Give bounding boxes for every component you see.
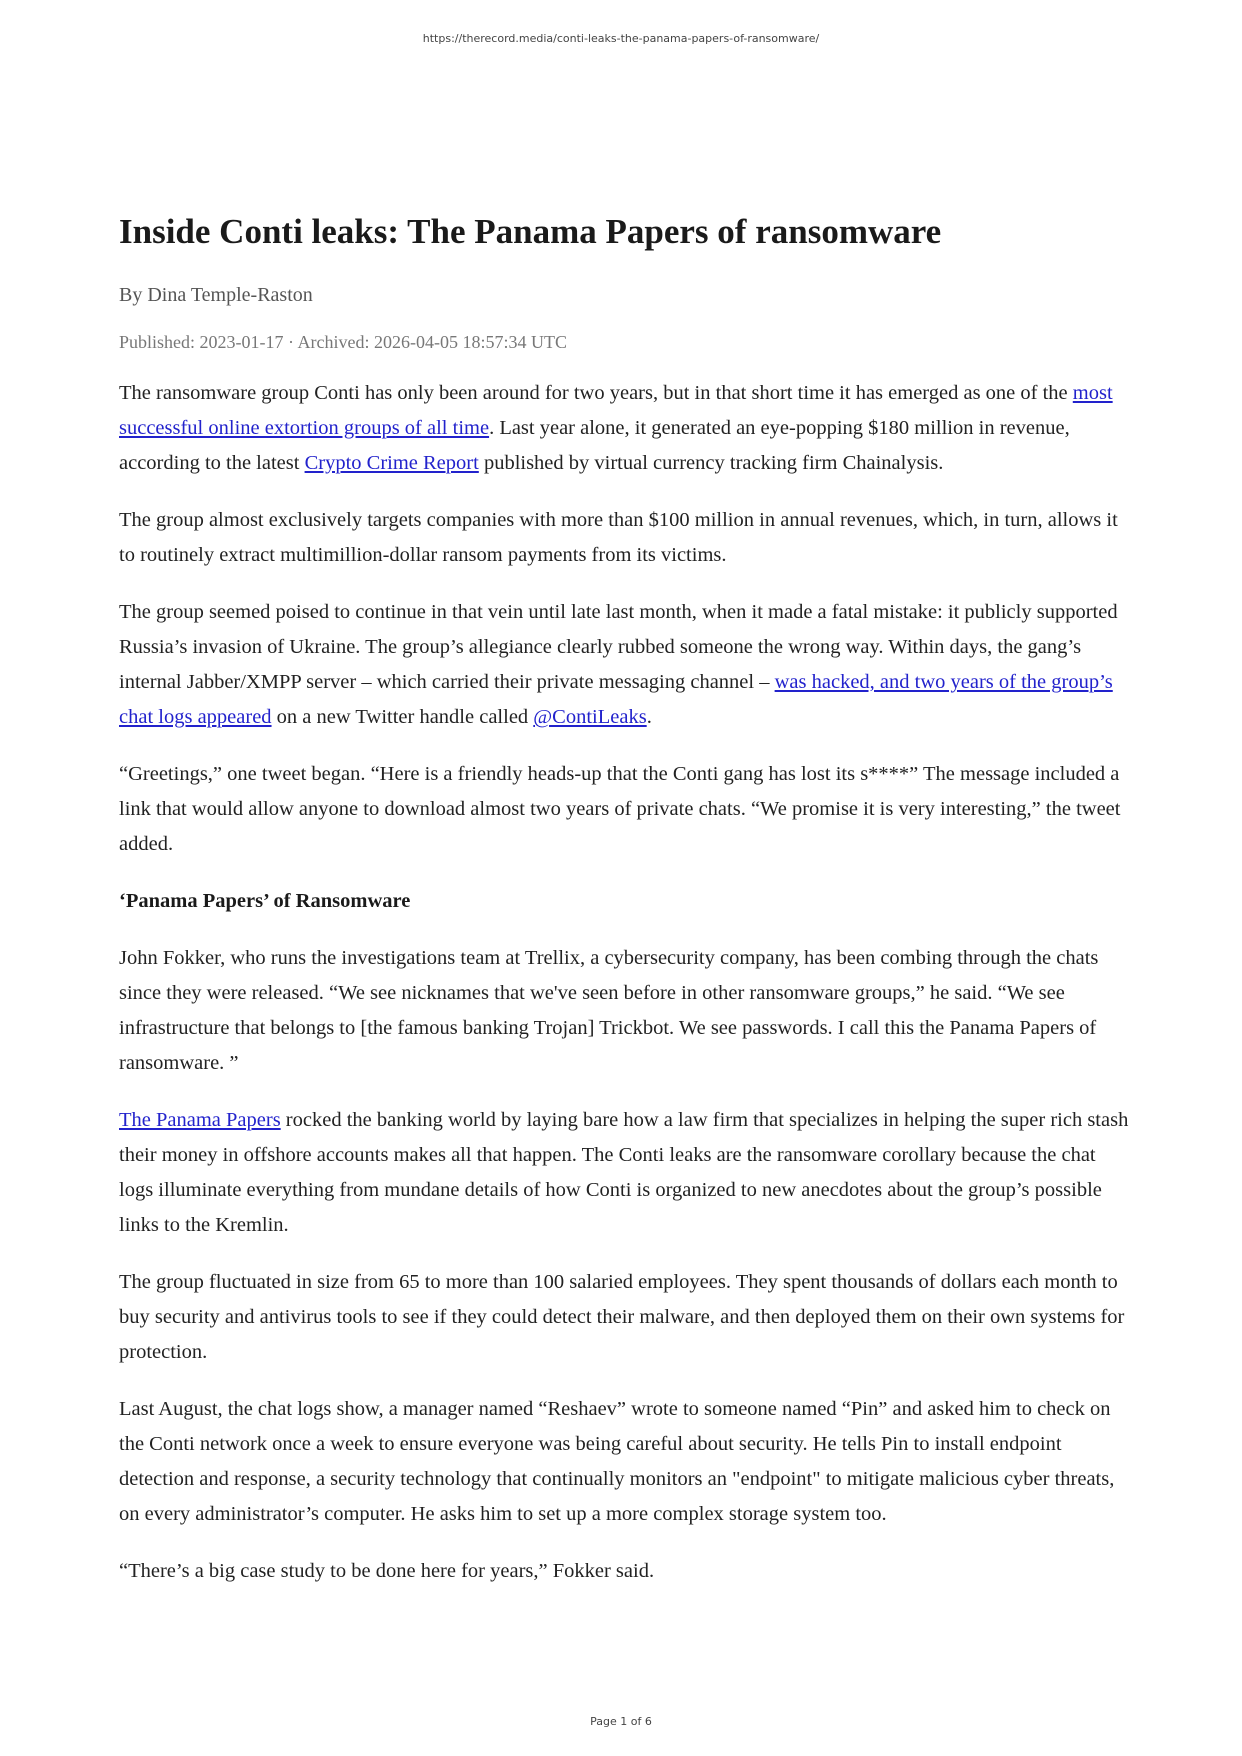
article-title: Inside Conti leaks: The Panama Papers of ransomware: [119, 212, 942, 251]
page-url-header: https://therecord.media/conti-leaks-the-panama-papers-of-ransomware/: [422, 32, 820, 45]
article-meta: Published: 2023-01-17 · Archived: 2026-04-05 18:57:34 UTC: [119, 332, 567, 352]
paragraph-1: [119, 376, 1129, 481]
paragraph-text: on a new Twitter handle called: [271, 706, 534, 728]
link-crypto-crime-report[interactable]: Crypto Crime Report: [304, 452, 479, 474]
paragraph-7: The group fluctuated in size from 65 to more than 100 salaried employees. They spent thousands of dollars each month to buy security and antivirus tools to see if they could detect their malware, and then deployed them on their own systems for protection.: [119, 1271, 1125, 1363]
paragraph-text: The ransomware group Conti has only been around for two years, but in that short time it has emerged as one of the: [119, 382, 1073, 404]
paragraph-text: .: [646, 706, 652, 728]
paragraph-text: The group seemed poised to continue in that vein until late last month, when it made a fatal mistake: it publicly supported Russia’s invasion of Ukraine. The group’s allegiance clearly rubbed someone the wrong way. Within days, the gang’s internal Jabber/XMPP server – which carried their private messaging channel –: [119, 601, 1118, 693]
article-byline: By Dina Temple-Raston: [119, 284, 313, 306]
paragraph-2: The group almost exclusively targets companies with more than $100 million in annual revenues, which, in turn, allows it to routinely extract multimillion-dollar ransom payments from its victims.: [119, 509, 1118, 566]
paragraph-4: “Greetings,” one tweet began. “Here is a friendly heads-up that the Conti gang has lost its s****” The message included a link that would allow anyone to download almost two years of private chats. “We promise it is very interesting,” the tweet added.: [119, 763, 1121, 855]
paragraph-text: . Last year alone, it generated an eye-popping $180 million in revenue, according to the latest: [119, 417, 1070, 474]
link-chat-logs-appeared[interactable]: was hacked, and two years of the group’s chat logs appeared: [119, 671, 1113, 728]
link-panama-papers[interactable]: The Panama Papers: [119, 1109, 281, 1131]
paragraph-text: published by virtual currency tracking firm Chainalysis.: [478, 452, 944, 474]
page-number-footer: Page 1 of 6: [590, 1715, 652, 1728]
paragraph-5: John Fokker, who runs the investigations team at Trellix, a cybersecurity company, has been combing through the chats since they were released. “We see nicknames that we've seen before in other ransomware groups,” he said. “We see infrastructure that belongs to [the famous banking Trojan] Trickbot. We see passwords. I call this the Panama Papers of ransomware. ”: [119, 947, 1099, 1074]
paragraph-8: Last August, the chat logs show, a manager named “Reshaev” wrote to someone named “Pin” and asked him to check on the Conti network once a week to ensure everyone was being careful about security. He tells Pin to install endpoint detection and response, a security technology that continually monitors an "endpoint" to mitigate malicious cyber threats, on every administrator’s computer. He asks him to set up a more complex storage system too.: [119, 1398, 1115, 1525]
paragraph-3: [119, 595, 1129, 735]
paragraph-6: [119, 1103, 1129, 1243]
paragraph-text: rocked the banking world by laying bare how a law firm that specializes in helping the super rich stash their money in offshore accounts makes all that happen. The Conti leaks are the ransomware corollary because the chat logs illuminate everything from mundane details of how Conti is organized to new anecdotes about the group’s possible links to the Kremlin.: [119, 1109, 1129, 1236]
paragraph-9: “There’s a big case study to be done here for years,” Fokker said.: [119, 1560, 655, 1582]
article: [119, 210, 1129, 1589]
link-contileaks[interactable]: @ContiLeaks: [533, 706, 647, 728]
section-subheading: ‘Panama Papers’ of Ransomware: [119, 890, 411, 912]
link-extortion-groups[interactable]: most successful online extortion groups of all time: [119, 382, 1113, 439]
